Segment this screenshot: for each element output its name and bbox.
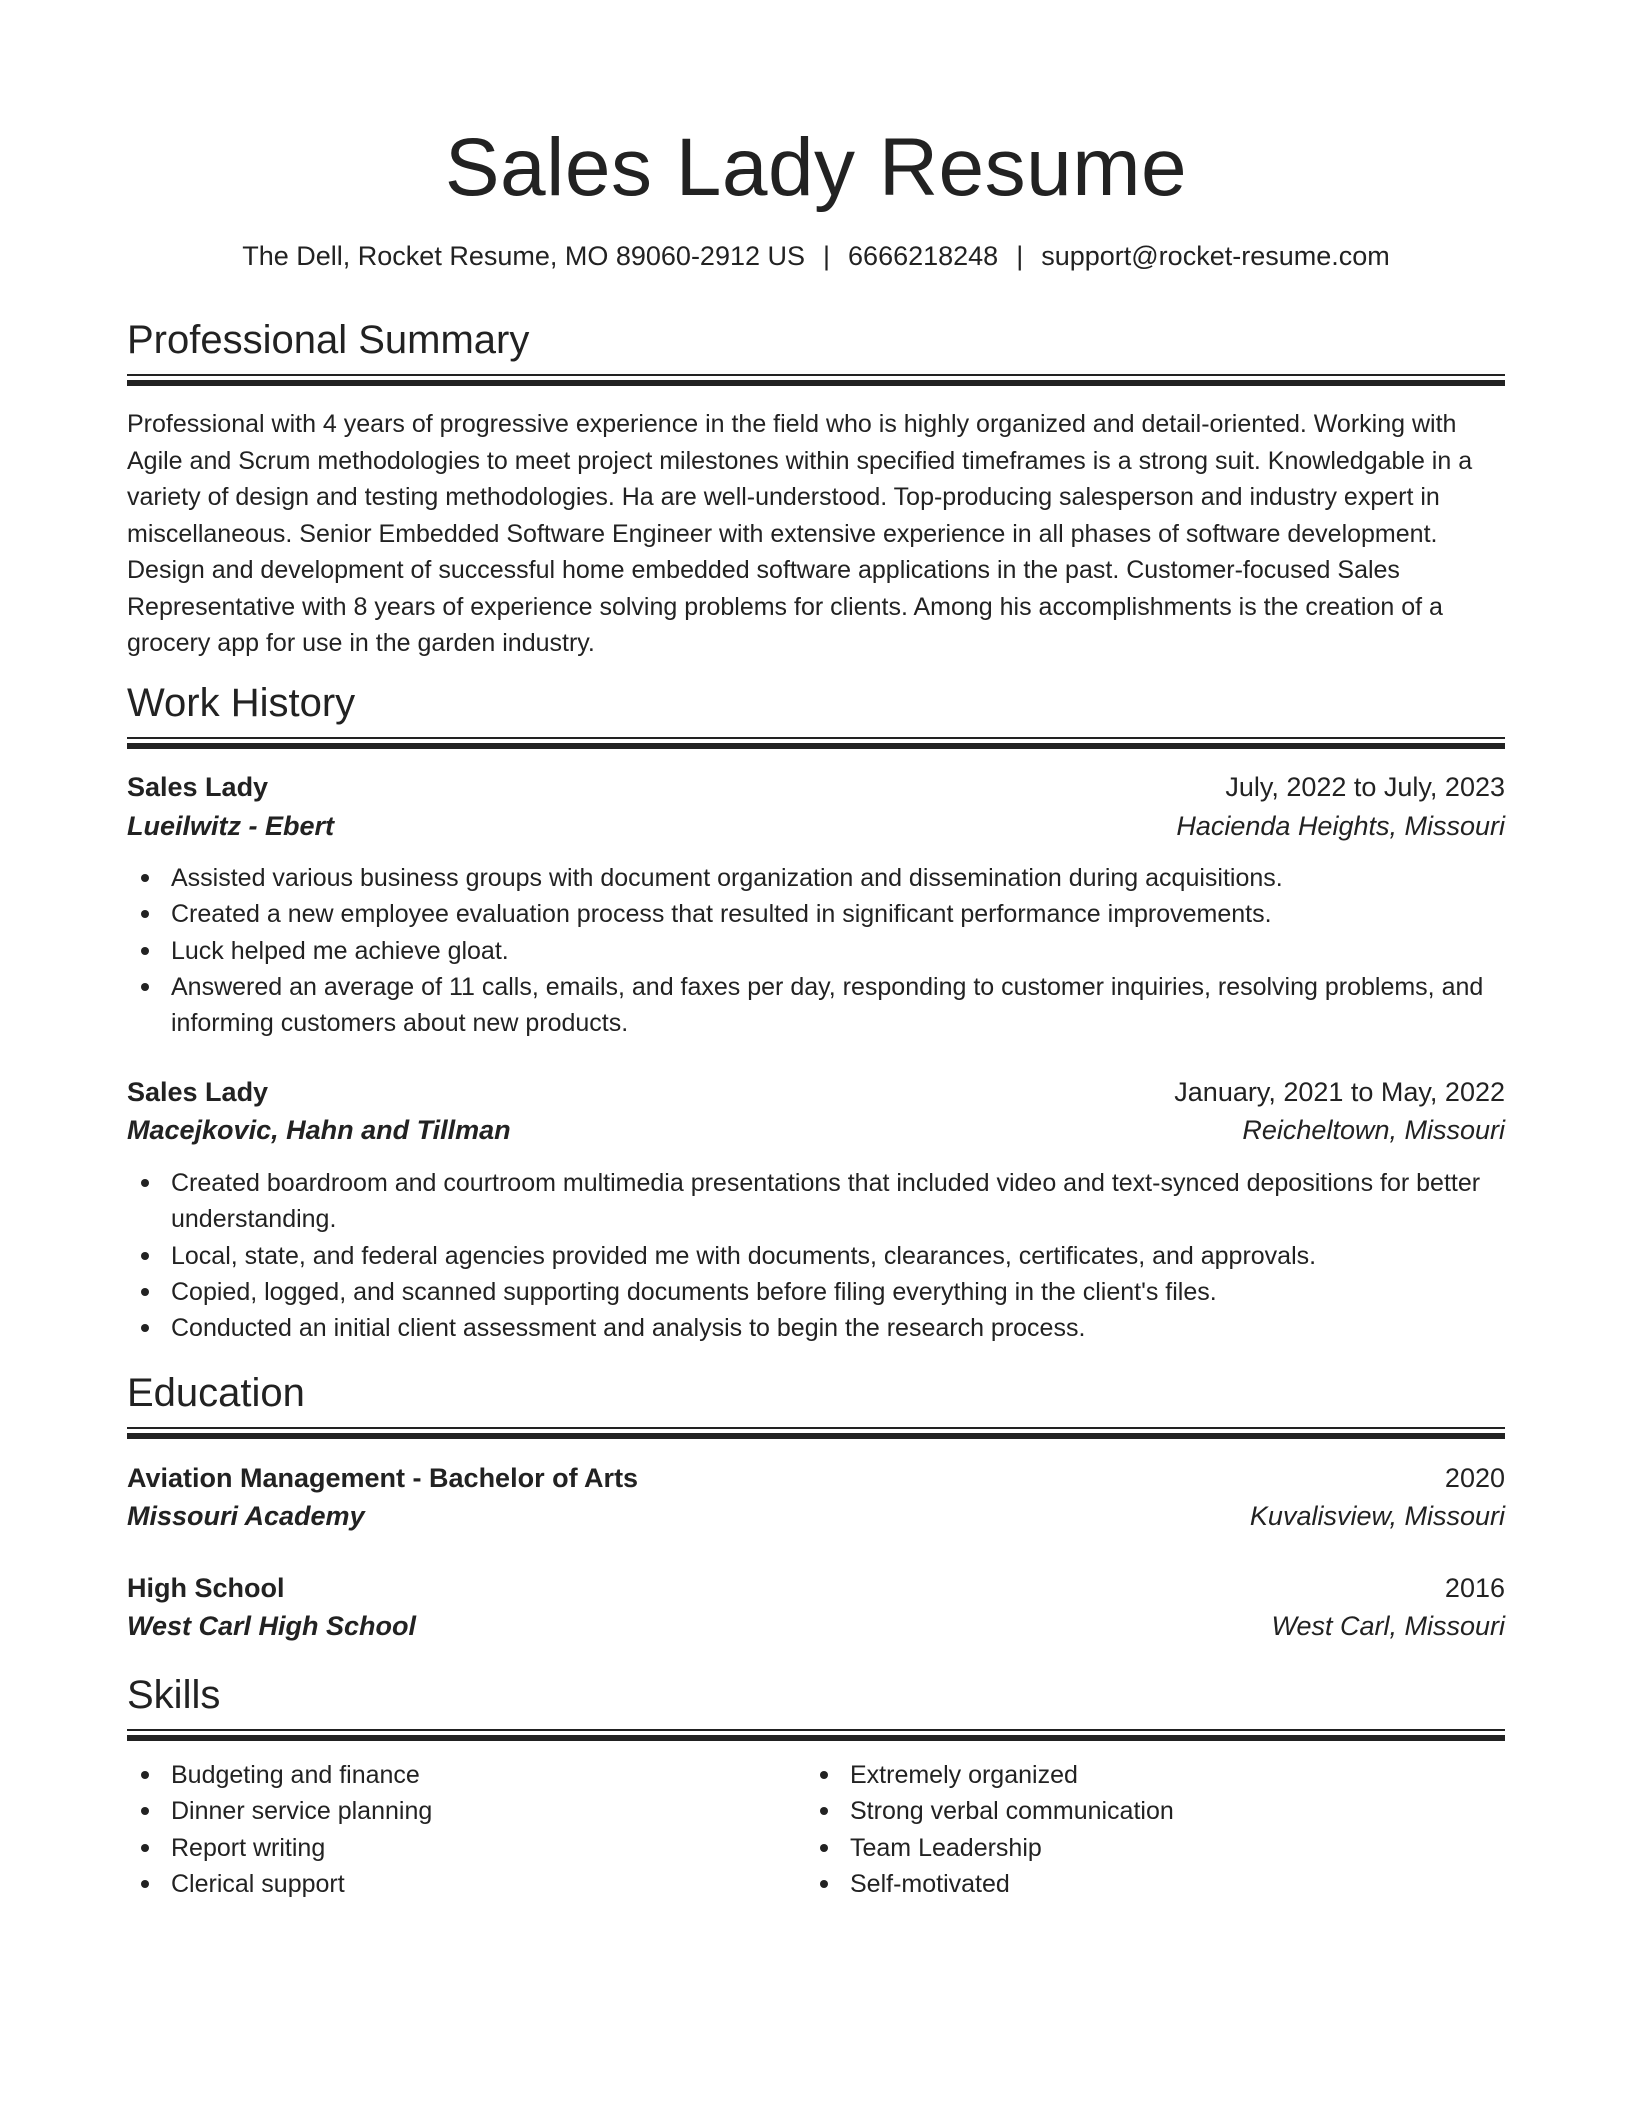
- skills-list-left: [127, 1757, 767, 1902]
- education-degree: Aviation Management - Bachelor of Arts: [127, 1463, 639, 1493]
- education-location: West Carl, Missouri: [1271, 1611, 1505, 1641]
- skill-item: Strong verbal communication: [850, 1793, 1486, 1829]
- job-company: Lueilwitz - Ebert: [127, 811, 335, 841]
- contact-address: The Dell, Rocket Resume, MO 89060-2912 US: [242, 241, 806, 271]
- job-employer-row: [127, 807, 1505, 845]
- section-divider: [127, 737, 1505, 747]
- contact-line: [127, 238, 1505, 274]
- section-heading-education: Education: [127, 1371, 305, 1415]
- skill-item: Report writing: [171, 1830, 767, 1866]
- job-location: Reicheltown, Missouri: [1242, 1115, 1505, 1145]
- contact-phone: 6666218248: [848, 241, 999, 271]
- job-employer-row: [127, 1111, 1505, 1149]
- education-school: West Carl High School: [127, 1611, 417, 1641]
- contact-email: support@rocket-resume.com: [1041, 241, 1390, 271]
- list-item: Assisted various business groups with document organization and dissemination during acquisitions.: [171, 860, 1505, 896]
- summary-text: Professional with 4 years of progressive experience in the field who is highly organized and detail-oriented. Working with Agile and Scrum methodologies to meet project milestones within specified timeframes is a strong suit. Knowledgable in a variety of design and testing methodologies. Ha are well-understood. Top-producing salesperson and industry expert in miscellaneous. Senior Embedded Software Engineer with extensive experience in all phases of software development. Design and development of successful home embedded software applications in the past. Customer-focused Sales Representative with 8 years of experience solving problems for clients. Among his accomplishments is the creation of a grocery app for use in the garden industry.: [127, 410, 1473, 657]
- job-title: Sales Lady: [127, 772, 269, 802]
- job-title: Sales Lady: [127, 1077, 269, 1107]
- list-item: Copied, logged, and scanned supporting documents before filing everything in the client's files.: [171, 1274, 1505, 1310]
- education-degree: High School: [127, 1573, 285, 1603]
- skill-item: Clerical support: [171, 1866, 767, 1902]
- contact-separator: |: [1016, 241, 1024, 271]
- job-header: [127, 768, 1505, 806]
- section-divider: [127, 374, 1505, 384]
- skill-item: Team Leadership: [850, 1830, 1486, 1866]
- list-item: Answered an average of 11 calls, emails, and faxes per day, responding to customer inquiries, resolving problems, and informing customers about new products.: [171, 969, 1505, 1042]
- list-item: Local, state, and federal agencies provided me with documents, clearances, certificates, and approvals.: [171, 1238, 1505, 1274]
- job-company: Macejkovic, Hahn and Tillman: [127, 1115, 511, 1145]
- section-heading-summary: Professional Summary: [127, 318, 530, 362]
- education-school-row: [127, 1607, 1505, 1645]
- job-dates: January, 2021 to May, 2022: [1174, 1077, 1505, 1107]
- list-item: Created boardroom and courtroom multimedia presentations that included video and text-synced depositions for better understanding.: [171, 1165, 1505, 1238]
- resume-title: Sales Lady Resume: [444, 122, 1188, 213]
- job-header: [127, 1073, 1505, 1111]
- education-location: Kuvalisview, Missouri: [1249, 1501, 1505, 1531]
- education-school-row: [127, 1497, 1505, 1535]
- section-divider: [127, 1427, 1505, 1437]
- contact-separator: |: [823, 241, 831, 271]
- section-heading-skills: Skills: [127, 1673, 221, 1717]
- job-dates: July, 2022 to July, 2023: [1225, 772, 1505, 802]
- skill-item: Extremely organized: [850, 1757, 1486, 1793]
- skill-item: Dinner service planning: [171, 1793, 767, 1829]
- skills-list-right: [806, 1757, 1486, 1902]
- education-year: 2020: [1444, 1463, 1505, 1493]
- list-item: Created a new employee evaluation process that resulted in significant performance improvements.: [171, 896, 1505, 932]
- section-divider: [127, 1729, 1505, 1739]
- job-duties-list: [127, 1165, 1505, 1346]
- education-header: [127, 1459, 1505, 1497]
- education-school: Missouri Academy: [127, 1501, 365, 1531]
- education-header: [127, 1569, 1505, 1607]
- skill-item: Budgeting and finance: [171, 1757, 767, 1793]
- job-location: Hacienda Heights, Missouri: [1176, 811, 1505, 841]
- education-year: 2016: [1444, 1573, 1505, 1603]
- list-item: Luck helped me achieve gloat.: [171, 933, 1505, 969]
- section-heading-work-history: Work History: [127, 681, 356, 725]
- list-item: Conducted an initial client assessment and analysis to begin the research process.: [171, 1310, 1505, 1346]
- job-duties-list: [127, 860, 1505, 1041]
- skill-item: Self-motivated: [850, 1866, 1486, 1902]
